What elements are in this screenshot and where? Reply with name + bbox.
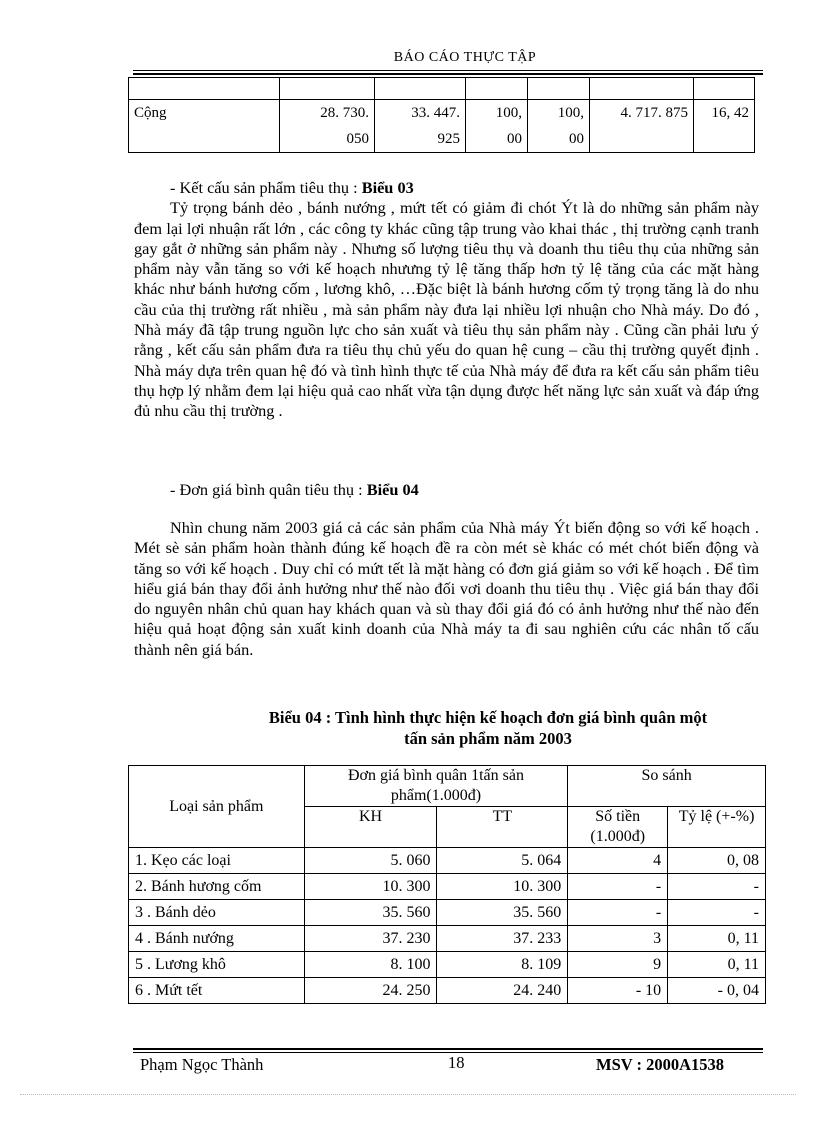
- header-compare: So sánh: [568, 766, 766, 807]
- table-row: 1. Kẹo các loại 5. 060 5. 064 4 0, 08: [129, 848, 766, 874]
- header-kh: KH: [304, 807, 437, 848]
- paragraph: Tỷ trọng bánh dẻo , bánh nướng , mứt tết có giảm đi chót Ýt là do những sản phẩm này đem lại lợi nhuận rất lớn , các công ty khác cũng tập trung vào khai thác , thị trường cạnh tranh gay gắt ở những sản phẩm này . Nhưng số lượng tiêu thụ và doanh thu tiêu thụ của những sản phẩm này vẫn tăng so với kế hoạch nhưưng tỷ lệ tăng thấp hơn tỷ lệ tăng của các mặt hàng khác như bánh hương cốm , lương khô, …Đặc biệt là bánh hương cốm tỷ trọng tăng là do nhu cầu của thị trường rất nhiều , mà sản phẩm này đưa lại nhiều lợi nhuận cho Nhà máy. Do đó , Nhà máy đã tập trung nguồn lực cho sản xuất và tiêu thụ sản phẩm này . Cũng cần phải lưu ý rằng , kết cấu sản phẩm đưa ra tiêu thụ chủ yếu do quan hệ cung – cầu thị trường quyết định . Nhà máy dựa trên quan hệ đó và tình hình thực tế của Nhà máy để đưa ra kết cấu sản phẩm tiêu thụ hợp lý nhằm đem lại hiệu quả cao nhất vừa tận dụng được hết năng lực sản xuất và đáp ứng đủ nhu cầu thị trường .: [134, 198, 759, 421]
- header-tt: TT: [437, 807, 568, 848]
- table-row: 5 . Lương khô 8. 100 8. 109 9 0, 11: [129, 952, 766, 978]
- table-cell: 33. 447. 925: [375, 100, 466, 153]
- section-price-heading: [134, 480, 759, 500]
- footer-rule-thick: [133, 1048, 763, 1050]
- section-price: [134, 518, 759, 660]
- table-row: 6 . Mứt tết 24. 250 24. 240 - 10 - 0, 04: [129, 978, 766, 1004]
- table-cell: 16, 42: [694, 100, 755, 153]
- page-number: 18: [448, 1053, 465, 1072]
- header-title: BÁO CÁO THỰC TẬP: [393, 50, 537, 65]
- table-cell: 28. 730. 050: [280, 100, 375, 153]
- footer-author: Phạm Ngọc Thành: [140, 1055, 264, 1074]
- section-heading: - Đơn giá bình quân tiêu thụ : Biểu 04: [170, 480, 419, 499]
- section-heading: - Kết cấu sản phẩm tiêu thụ : Biểu 03: [170, 178, 414, 197]
- paragraph: Nhìn chung năm 2003 giá cả các sản phẩm của Nhà máy Ýt biến động so với kế hoạch . Mét sè sản phẩm hoàn thành đúng kế hoạch đề ra còn mét sè khác có mét chót biến động và tăng so với kế hoạch . Duy chỉ có mứt tết là mặt hàng có đơn giá giảm so với kế hoạch . Để tìm hiểu giá bán thay đổi ảnh hưởng như thế nào đối vơi doanh thu tiêu thụ . Việc giá bán thay đổi do nguyên nhân chủ quan hay khách quan và sù thay đổi giá đó có ảnh hưởng như thế nào đến hiệu quả hoạt động sản xuất kinh doanh của Nhà máy ta đi sau nghiên cứu các nhân tố cấu thành nên giá bán.: [134, 518, 759, 659]
- page-edge-divider: [20, 1094, 796, 1095]
- header-product: Loại sản phẩm: [129, 766, 305, 848]
- header-unit-price: Đơn giá bình quân 1tấn sản phẩm(1.000đ): [304, 766, 568, 807]
- header-rule-thick: [133, 73, 763, 75]
- table-row: 4 . Bánh nướng 37. 230 37. 233 3 0, 11: [129, 926, 766, 952]
- header-rule: [133, 70, 763, 71]
- table-cell: 100, 00: [466, 100, 528, 153]
- header-amount: Số tiền (1.000đ): [568, 807, 668, 848]
- table-row: 3 . Bánh dẻo 35. 560 35. 560 - -: [129, 900, 766, 926]
- table-caption: Biểu 04 : Tình hình thực hiện kế hoạch đơn giá bình quân một tấn sản phẩm năm 2003: [268, 708, 708, 748]
- header-ratio: Tỷ lệ (+-%): [668, 807, 766, 848]
- summary-table: [128, 77, 755, 153]
- table-row: [129, 100, 755, 153]
- table-row: 2. Bánh hương cốm 10. 300 10. 300 - -: [129, 874, 766, 900]
- table-cell: 4. 717. 875: [590, 100, 694, 153]
- row-label: Cộng: [129, 100, 280, 153]
- table-cell: 100, 00: [528, 100, 590, 153]
- section-structure: [134, 178, 759, 422]
- price-table: [128, 765, 766, 1004]
- footer-student-id: MSV : 2000A1538: [596, 1055, 725, 1074]
